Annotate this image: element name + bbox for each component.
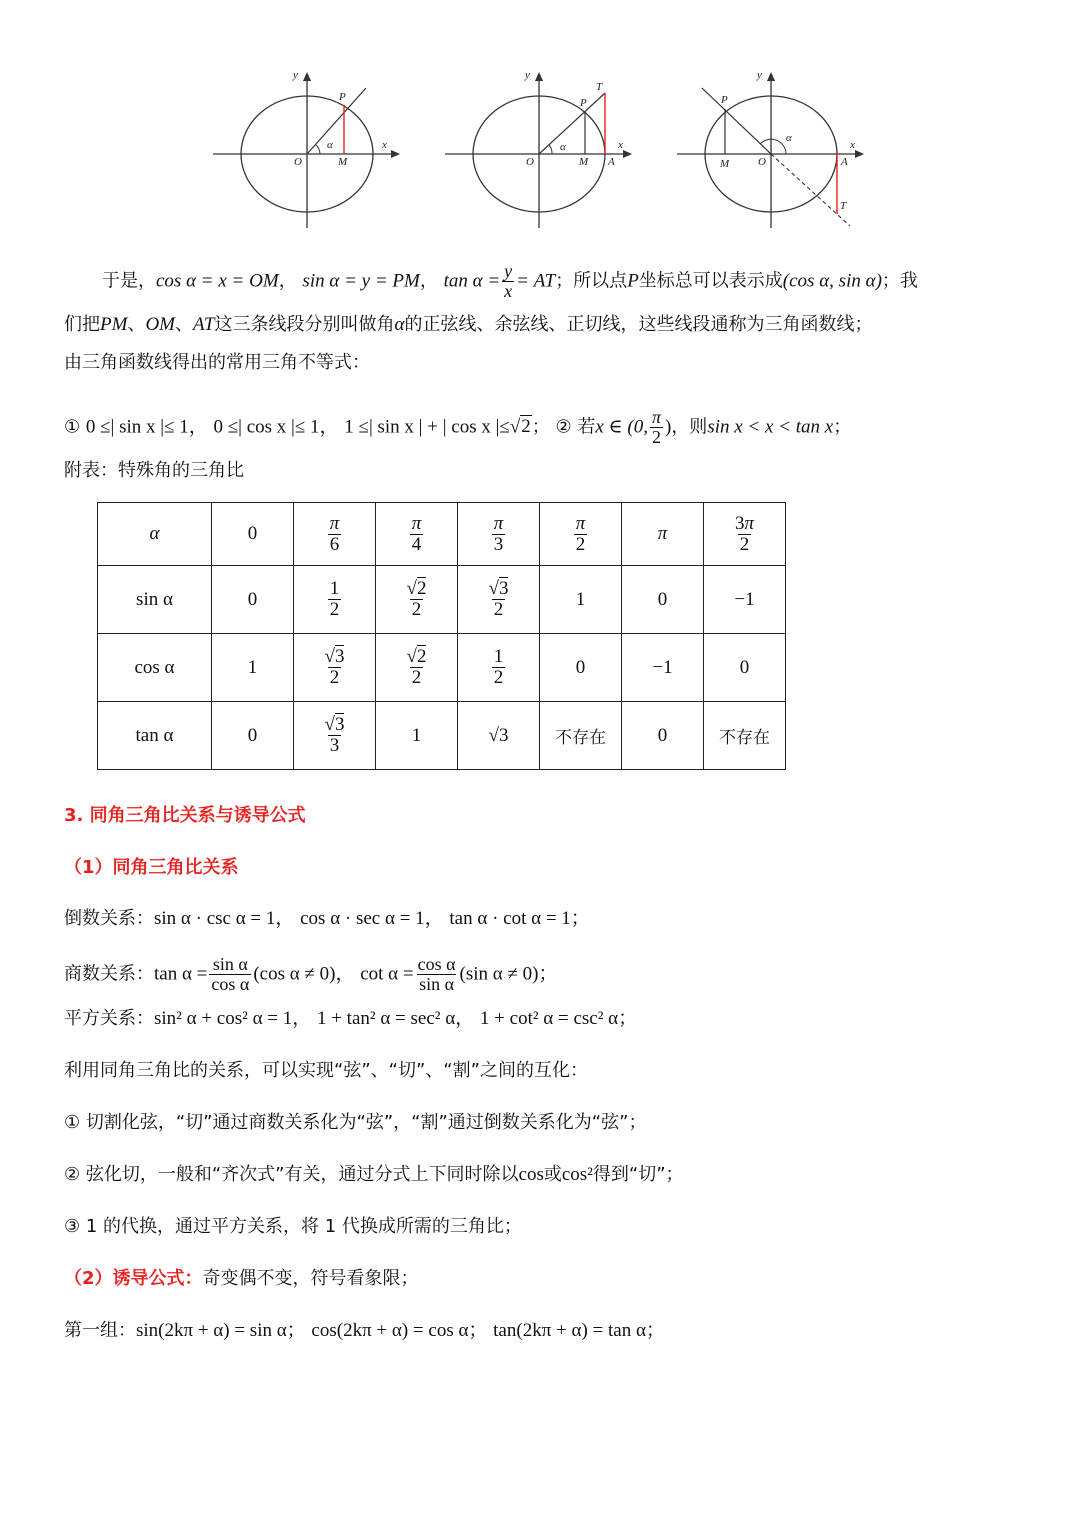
label-x: x xyxy=(618,139,623,151)
table-cell: 1 xyxy=(376,702,458,770)
text: ② 弦化切，一般和“齐次式”有关，通过分式上下同时除以 xyxy=(64,1164,519,1185)
text: 、 xyxy=(175,314,193,335)
text-lead: 于是， xyxy=(102,270,156,292)
table-cell: 0 xyxy=(212,702,294,770)
text: 坐标总可以表示成 xyxy=(638,270,783,292)
fraction-pi-over-2 xyxy=(650,408,663,447)
label-m: M xyxy=(338,156,348,168)
label-alpha: α xyxy=(327,139,333,151)
label-y: y xyxy=(293,69,298,81)
table-cell: 1 xyxy=(212,634,294,702)
angle-arc xyxy=(549,145,552,154)
label-m: M xyxy=(720,158,730,170)
unit-circle-figure-2 xyxy=(442,68,642,238)
table-cell: 不存在 xyxy=(704,702,786,770)
fraction xyxy=(209,955,251,994)
table-header-cell xyxy=(376,503,458,566)
table-header-cell xyxy=(458,503,540,566)
label-alpha: α xyxy=(786,132,792,144)
label-a: A xyxy=(841,156,848,168)
circled-number-2: ② xyxy=(555,416,572,438)
label-o: O xyxy=(526,156,534,168)
text: ； xyxy=(833,416,852,438)
text: ，则 xyxy=(671,416,708,438)
value-fraction: $\frac{\pi}{3}$ xyxy=(493,512,504,555)
formula-sin-pm: sin α = y = PM xyxy=(302,270,420,292)
label-y: y xyxy=(525,69,530,81)
table-header-cell: π xyxy=(622,503,704,566)
inequality-cos: 0 ≤| cos x |≤ 1， xyxy=(213,416,339,438)
row-label: sin α xyxy=(98,566,212,634)
row-label: tan α xyxy=(98,702,212,770)
label: 倒数关系： xyxy=(64,908,154,929)
table-cell: −1 xyxy=(622,634,704,702)
frac-den: x xyxy=(504,280,513,301)
formula: cos α · sec α = 1， xyxy=(300,908,444,929)
text: 这三条线段分别叫做角 xyxy=(214,314,395,335)
text: 们把 xyxy=(64,314,100,335)
table-cell: $\frac{√3}{2}$ xyxy=(458,566,540,634)
table-cell: $\frac{1}{2}$ xyxy=(294,566,376,634)
table-header-cell xyxy=(540,503,622,566)
formula-cos-om: cos α = x = OM xyxy=(156,270,279,292)
formula: cot α = xyxy=(360,963,414,985)
table-cell: 0 xyxy=(622,566,704,634)
extended-ray xyxy=(771,154,850,226)
paragraph-trig-lines-1: 于是，cos α = x = OM， sin α = y = PM， tan α = $\frac{y}{x}$ = AT；所以点P坐标总可以表示成(cos α, sin α)；我 xyxy=(102,261,918,301)
subsection-label: （2）诱导公式： xyxy=(64,1268,203,1289)
row-label: cos α xyxy=(98,634,212,702)
radicand: 2 xyxy=(521,416,531,438)
x-axis-arrow xyxy=(623,150,632,158)
formula: tan α = xyxy=(154,963,208,985)
segment-om-label: OM xyxy=(145,314,175,335)
label-o: O xyxy=(758,156,766,168)
inequality-intro: 由三角函数线得出的常用三角不等式： xyxy=(64,352,370,373)
condition: (cos α ≠ 0)， xyxy=(253,963,355,985)
text: 的正弦线、余弦线、正切线，这些线段通称为三角函数线； xyxy=(404,314,873,335)
label: 商数关系： xyxy=(64,963,154,985)
label-t: T xyxy=(596,81,603,93)
conversion-intro: 利用同角三角比的关系，可以实现“弦”、“切”、“割”之间的互化： xyxy=(64,1060,588,1081)
table-header-cell xyxy=(294,503,376,566)
subsection-heading-2 xyxy=(64,1266,419,1292)
table-cell: 0 xyxy=(212,566,294,634)
label-m: M xyxy=(579,156,589,168)
table-cell: 0 xyxy=(704,634,786,702)
table-cell: 1 xyxy=(540,566,622,634)
label: 平方关系： xyxy=(64,1008,154,1029)
alpha: α xyxy=(394,314,405,335)
sqrt-2: √2 xyxy=(509,416,531,438)
formula: 1 + cot² α = csc² α； xyxy=(479,1008,638,1029)
text: ；我 xyxy=(881,270,918,292)
text: ； xyxy=(531,416,550,438)
label-alpha: α xyxy=(560,141,566,153)
table-header-cell: α xyxy=(98,503,212,566)
table-row xyxy=(98,702,786,770)
segment-pm-label: PM xyxy=(100,314,128,335)
table-header-row xyxy=(98,503,786,566)
unit-circle-figure-3 xyxy=(674,68,874,238)
label-p: P xyxy=(339,91,346,103)
circled-number-1: ① xyxy=(64,416,81,438)
paragraph-trig-lines-2 xyxy=(64,312,872,338)
interval-pre: x ∈ (0, xyxy=(595,416,648,438)
table-row xyxy=(98,566,786,634)
text: 或 xyxy=(543,1164,562,1185)
formula: cos xyxy=(518,1164,544,1185)
conversion-item-3: ③ 1 的代换，通过平方关系，将 1 代换成所需的三角比； xyxy=(64,1216,522,1237)
label: 第一组： xyxy=(64,1320,136,1341)
frac-den: cos α xyxy=(211,973,250,994)
frac-den: 2 xyxy=(651,426,661,447)
value-fraction: $\frac{\pi}{6}$ xyxy=(329,512,340,555)
y-axis-arrow xyxy=(303,72,311,81)
label-o: O xyxy=(294,156,302,168)
label-y: y xyxy=(757,69,762,81)
text: ；所以点 xyxy=(555,270,628,292)
appendix-title: 附表：特殊角的三角比 xyxy=(64,460,244,481)
x-axis-arrow xyxy=(855,150,864,158)
label-p: P xyxy=(580,97,587,109)
table-header-cell xyxy=(704,503,786,566)
formula-tan-at: = AT xyxy=(516,270,556,292)
terminal-ray xyxy=(307,88,366,154)
label-x: x xyxy=(850,139,855,151)
angle-arc xyxy=(316,145,320,154)
table-cell: $\frac{1}{2}$ xyxy=(458,634,540,702)
formula: tan(2kπ + α) = tan α； xyxy=(493,1320,665,1341)
interval-post: ) xyxy=(664,416,672,438)
label-x: x xyxy=(382,139,387,151)
y-axis-arrow xyxy=(767,72,775,81)
table-cell: $\frac{√2}{2}$ xyxy=(376,634,458,702)
inequality-sum: 1 ≤| sin x | + | cos x |≤ xyxy=(344,416,510,438)
frac-num: sin α xyxy=(212,954,248,974)
text: 若 xyxy=(577,416,596,438)
conversion-item-2 xyxy=(64,1162,684,1188)
inequality-x: sin x < x < tan x xyxy=(707,416,834,438)
condition: (sin α ≠ 0)； xyxy=(459,963,558,985)
x-axis-arrow xyxy=(391,150,400,158)
formula: 1 + tan² α = sec² α， xyxy=(316,1008,475,1029)
table-row xyxy=(98,634,786,702)
table-cell: √3 xyxy=(458,702,540,770)
formula: sin(2kπ + α) = sin α； xyxy=(136,1320,306,1341)
label-a: A xyxy=(608,156,615,168)
formula-coordinates: (cos α, sin α) xyxy=(782,270,882,292)
point-p: P xyxy=(627,270,639,292)
value-fraction: $\frac{\pi}{2}$ xyxy=(575,512,586,555)
table-cell: −1 xyxy=(704,566,786,634)
formula: sin α · csc α = 1， xyxy=(154,908,295,929)
formula: cos(2kπ + α) = cos α； xyxy=(311,1320,488,1341)
inequality-sin: 0 ≤| sin x |≤ 1， xyxy=(85,416,208,438)
text: 、 xyxy=(127,314,146,335)
frac-num: cos α xyxy=(417,954,456,974)
section-heading: 3. 同角三角比关系与诱导公式 xyxy=(64,805,306,826)
text: 得到“切”； xyxy=(592,1164,684,1185)
table-cell: 0 xyxy=(622,702,704,770)
frac-num: π xyxy=(651,407,661,427)
induction-group-1 xyxy=(64,1318,665,1344)
value-fraction: $\frac{\pi}{4}$ xyxy=(411,512,422,555)
label-p: P xyxy=(721,94,728,106)
table-cell: 不存在 xyxy=(540,702,622,770)
y-axis-arrow xyxy=(535,72,543,81)
square-relations xyxy=(64,1006,637,1032)
subsection-heading-1: （1）同角三角比关系 xyxy=(64,857,239,878)
formula-tan-pre: tan α = xyxy=(443,270,501,292)
value-fraction: $\frac{3\pi}{2}$ xyxy=(734,512,755,555)
mnemonic: 奇变偶不变，符号看象限； xyxy=(202,1268,419,1289)
fraction-y-over-x xyxy=(502,262,514,301)
quotient-relations xyxy=(64,955,557,994)
frac-den: sin α xyxy=(419,973,455,994)
special-angles-table xyxy=(97,502,786,770)
table-cell: $\frac{√2}{2}$ xyxy=(376,566,458,634)
terminal-ray xyxy=(702,88,771,154)
table-cell: 0 xyxy=(540,634,622,702)
fraction xyxy=(416,955,458,994)
label-t: T xyxy=(840,200,847,212)
formula: cos² xyxy=(561,1164,593,1185)
inequalities-line xyxy=(64,408,851,447)
reciprocal-relations xyxy=(64,906,590,932)
table-cell: $\frac{√3}{2}$ xyxy=(294,634,376,702)
table-header-cell: 0 xyxy=(212,503,294,566)
formula: sin² α + cos² α = 1， xyxy=(154,1008,312,1029)
unit-circle-figure-1 xyxy=(210,68,410,238)
conversion-item-1: ① 切割化弦，“切”通过商数关系化为“弦”，“割”通过倒数关系化为“弦”； xyxy=(64,1112,647,1133)
table-cell: $\frac{√3}{3}$ xyxy=(294,702,376,770)
frac-num: y xyxy=(504,261,513,281)
formula: tan α · cot α = 1； xyxy=(449,908,590,929)
segment-at-label: AT xyxy=(193,314,215,335)
